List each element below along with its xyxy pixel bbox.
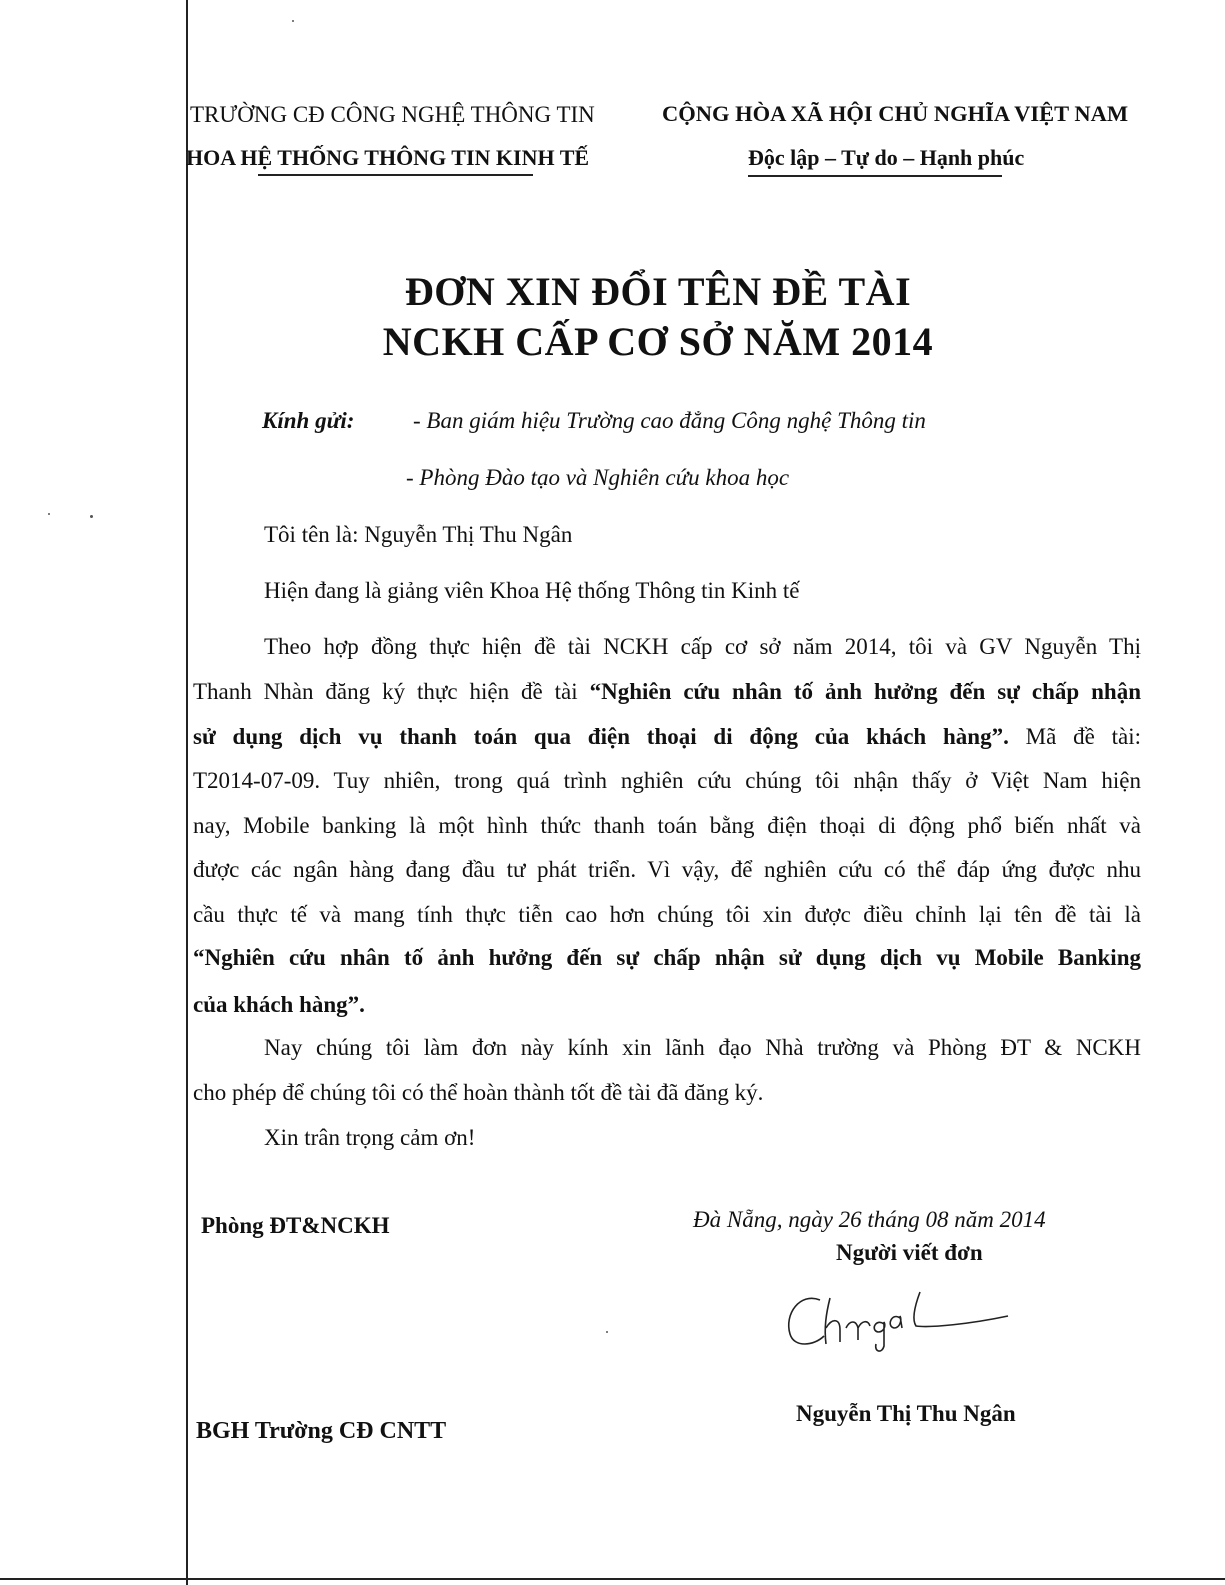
board-signature-label: BGH Trường CĐ CNTT <box>196 1418 447 1444</box>
paragraph-line: Theo hợp đồng thực hiện đề tài NCKH cấp cơ sở năm 2014, tôi và GV Nguyễn Thị <box>264 634 1141 659</box>
recipient-label: Kính gửi: <box>262 408 355 433</box>
recipient-item: - Phòng Đào tạo và Nghiên cứu khoa học <box>406 465 790 490</box>
document-title-line1: ĐƠN XIN ĐỔI TÊN ĐỀ TÀI <box>404 269 912 314</box>
closing-thanks: Xin trân trọng cảm ơn! <box>264 1125 476 1150</box>
handwritten-signature <box>780 1284 1020 1356</box>
scan-margin-line <box>186 0 188 1585</box>
writer-name: Nguyễn Thị Thu Ngân <box>796 1401 1016 1426</box>
national-motto: Độc lập – Tự do – Hạnh phúc <box>748 145 1025 170</box>
paragraph-line <box>193 724 1141 750</box>
school-name: TRƯỜNG CĐ CÔNG NGHỆ THÔNG TIN <box>190 102 595 127</box>
paragraph-line <box>193 679 1141 705</box>
motto-underline <box>748 175 1002 177</box>
paragraph-line: cầu thực tế và mang tính thực tiễn cao hơn chúng tôi xin được điều chỉnh lại tên đề tài là <box>193 902 1141 927</box>
document-title-line2: NCKH CẤP CƠ SỞ NĂM 2014 <box>382 319 934 364</box>
department-signature-label: Phòng ĐT&NCKH <box>201 1213 390 1238</box>
paragraph-line: T2014-07-09. Tuy nhiên, trong quá trình nghiên cứu chúng tôi nhận thấy ở Việt Nam hiện <box>193 768 1141 793</box>
paragraph-line: cho phép để chúng tôi có thể hoàn thành tốt đề tài đã đăng ký. <box>193 1080 764 1105</box>
paragraph-line: được các ngân hàng đang đầu tư phát triển. Vì vậy, để nghiên cứu có thể đáp ứng được nhu <box>193 857 1141 882</box>
paragraph-text: Thanh Nhàn đăng ký thực hiện đề tài <box>193 679 590 704</box>
old-topic-title: “Nghiên cứu nhân tố ảnh hưởng đến sự chấp nhận <box>589 679 1141 704</box>
recipient-item: - Ban giám hiệu Trường cao đẳng Công nghệ Thông tin <box>413 408 926 433</box>
faculty-name: HOA HỆ THỐNG THÔNG TIN KINH TẾ <box>186 145 590 170</box>
name-line: Tôi tên là: Nguyễn Thị Thu Ngân <box>264 522 573 547</box>
scan-speck <box>90 515 93 518</box>
old-topic-title: sử dụng dịch vụ thanh toán qua điện thoại di động của khách hàng”. <box>193 724 1009 749</box>
writer-label: Người viết đơn <box>836 1240 983 1265</box>
faculty-underline <box>258 174 533 176</box>
paragraph-line: Nay chúng tôi làm đơn này kính xin lãnh đạo Nhà trường và Phòng ĐT & NCKH <box>264 1035 1141 1060</box>
new-topic-title: của khách hàng”. <box>193 992 365 1017</box>
scan-speck <box>48 513 50 515</box>
national-title: CỘNG HÒA XÃ HỘI CHỦ NGHĨA VIỆT NAM <box>662 101 1129 126</box>
scan-speck <box>606 1331 608 1333</box>
paragraph-text: Mã đề tài: <box>1008 724 1142 749</box>
date-place: Đà Nẵng, ngày 26 tháng 08 năm 2014 <box>693 1207 1046 1232</box>
paragraph-line: nay, Mobile banking là một hình thức thanh toán bằng điện thoại di động phổ biến nhất và <box>193 813 1141 838</box>
new-topic-title: “Nghiên cứu nhân tố ảnh hưởng đến sự chấp nhận sử dụng dịch vụ Mobile Banking <box>193 945 1141 970</box>
scan-speck <box>292 20 294 22</box>
scan-bottom-line <box>0 1578 1225 1580</box>
position-line: Hiện đang là giảng viên Khoa Hệ thống Thông tin Kinh tế <box>264 578 800 603</box>
